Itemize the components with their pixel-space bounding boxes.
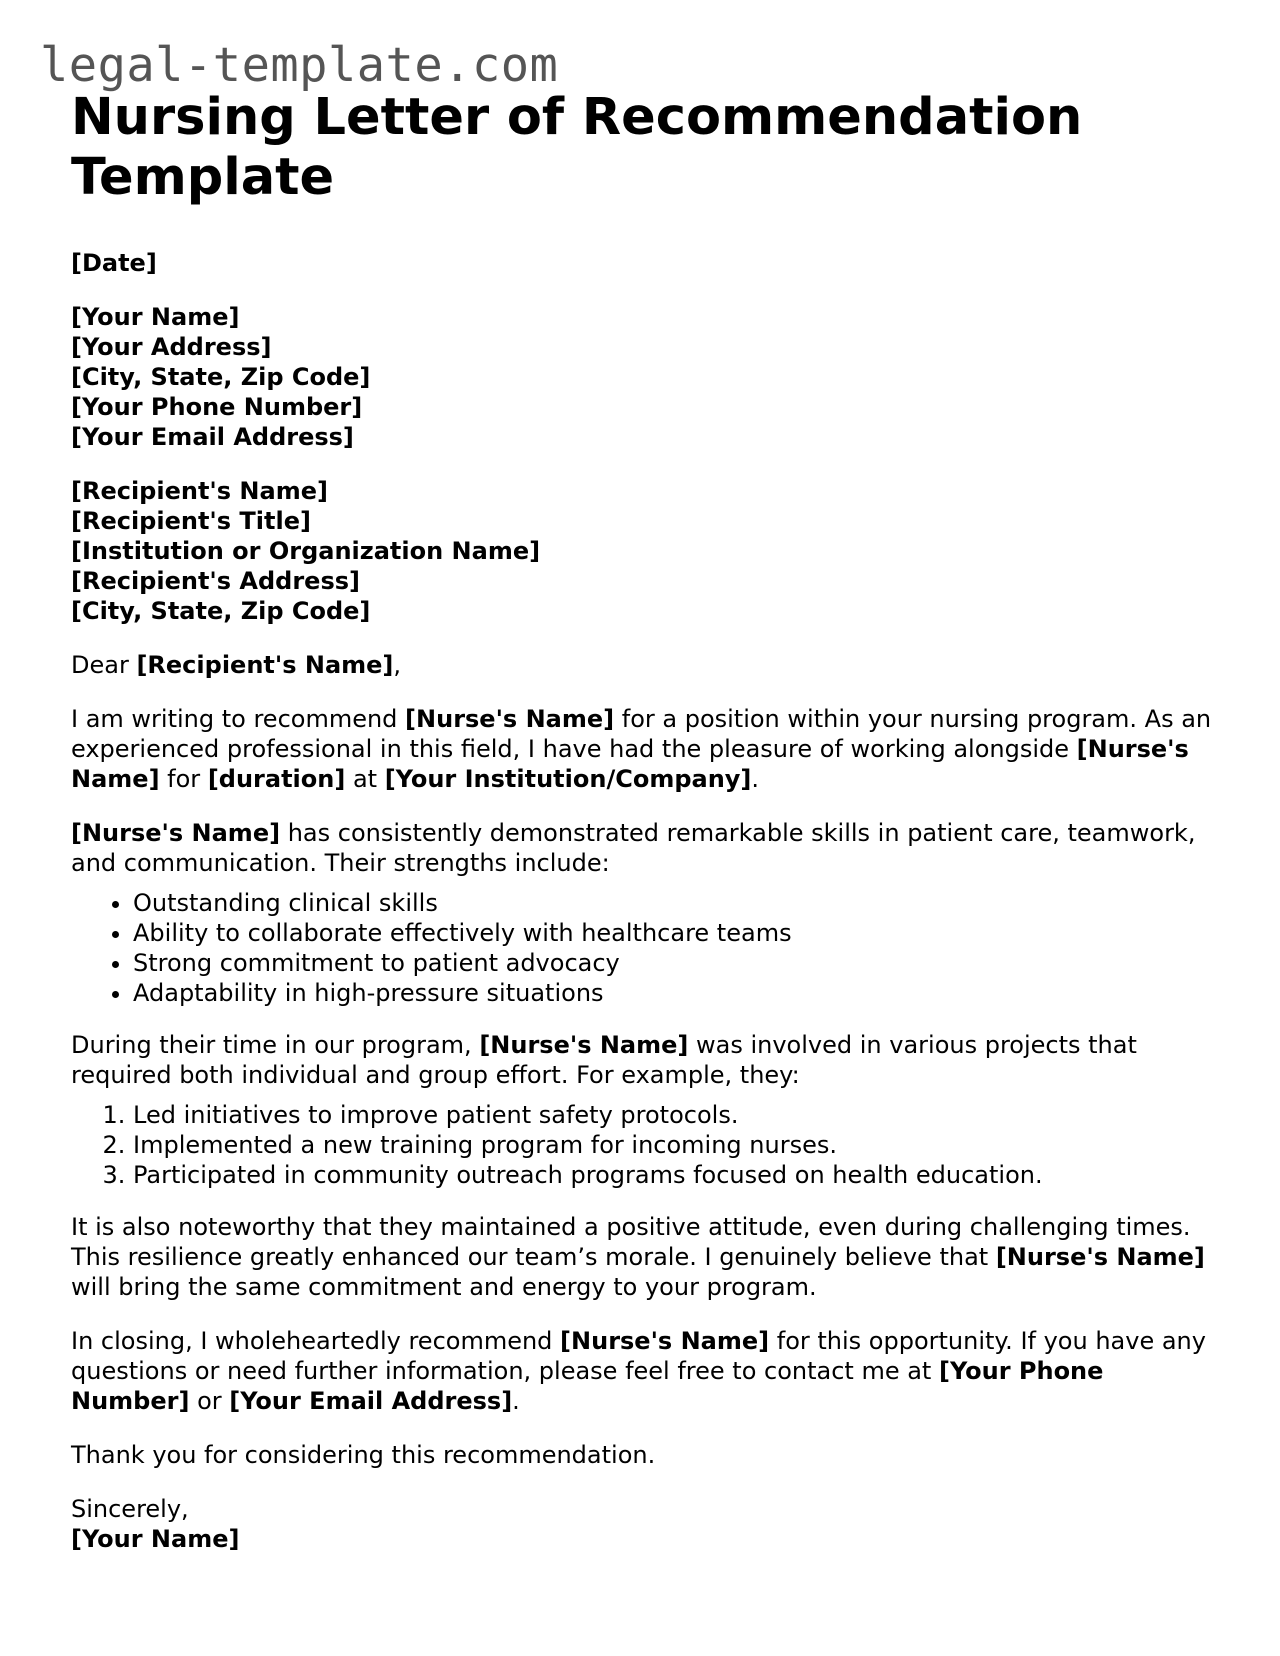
recipient-block <box>71 476 1221 626</box>
list-item: 2. Implemented a new training program for incoming nurses. <box>133 1130 1221 1160</box>
paragraph-attitude: It is also noteworthy that they maintained a positive attitude, even during challenging times. This resilience greatly enhanced our team’s morale. I genuinely believe that [Nurse's Name] will bring the same commitment and energy to your program. <box>71 1213 1205 1301</box>
list-item: • Ability to collaborate effectively with healthcare teams <box>133 918 1221 948</box>
sender-address: [Your Address] <box>71 333 272 361</box>
paragraph-strengths: [Nurse's Name] has consistently demonstrated remarkable skills in patient care, teamwork, and communication. Their strengths include: <box>71 819 1196 877</box>
list-item: • Adaptability in high-pressure situations <box>133 978 1221 1008</box>
letter-content <box>71 88 1221 1554</box>
signature-name: [Your Name] <box>71 1525 240 1553</box>
closing-line: Sincerely, <box>71 1495 189 1523</box>
paragraph-closing: In closing, I wholeheartedly recommend [Nurse's Name] for this opportunity. If you have any questions or need further information, please feel free to contact me at [Your Phone Number] or [Your Email Address]. <box>71 1327 1206 1415</box>
projects-list <box>71 1100 1221 1190</box>
strengths-list <box>71 888 1221 1008</box>
site-watermark: legal-template.com <box>40 38 559 93</box>
list-item: 1. Led initiatives to improve patient safety protocols. <box>133 1100 1221 1130</box>
letter-body <box>71 248 1221 1554</box>
thanks-line: Thank you for considering this recommendation. <box>71 1441 656 1469</box>
date-line: [Date] <box>71 249 157 277</box>
paragraph-projects: During their time in our program, [Nurse's Name] was involved in various projects that required both individual and group effort. For example, they: <box>71 1031 1137 1089</box>
sender-phone: [Your Phone Number] <box>71 393 363 421</box>
sender-name: [Your Name] <box>71 303 240 331</box>
paragraph-introduction: I am writing to recommend [Nurse's Name] for a position within your nursing program. As an experienced professional in this field, I have had the pleasure of working alongside [Nurse's Name] for [duration] at [Your Institution/Company]. <box>71 705 1212 793</box>
recipient-organization: [Institution or Organization Name] <box>71 537 541 565</box>
sender-city: [City, State, Zip Code] <box>71 363 371 391</box>
list-item: • Strong commitment to patient advocacy <box>133 948 1221 978</box>
recipient-name: [Recipient's Name] <box>71 477 328 505</box>
document-title: Nursing Letter of Recommendation Template <box>71 88 1083 207</box>
salutation: Dear [Recipient's Name], <box>71 651 402 679</box>
list-item: • Outstanding clinical skills <box>133 888 1221 918</box>
recipient-city: [City, State, Zip Code] <box>71 597 371 625</box>
list-item: 3. Participated in community outreach programs focused on health education. <box>133 1160 1221 1190</box>
recipient-address: [Recipient's Address] <box>71 567 360 595</box>
recipient-title: [Recipient's Title] <box>71 507 311 535</box>
sender-block <box>71 302 1221 452</box>
sender-email: [Your Email Address] <box>71 423 354 451</box>
